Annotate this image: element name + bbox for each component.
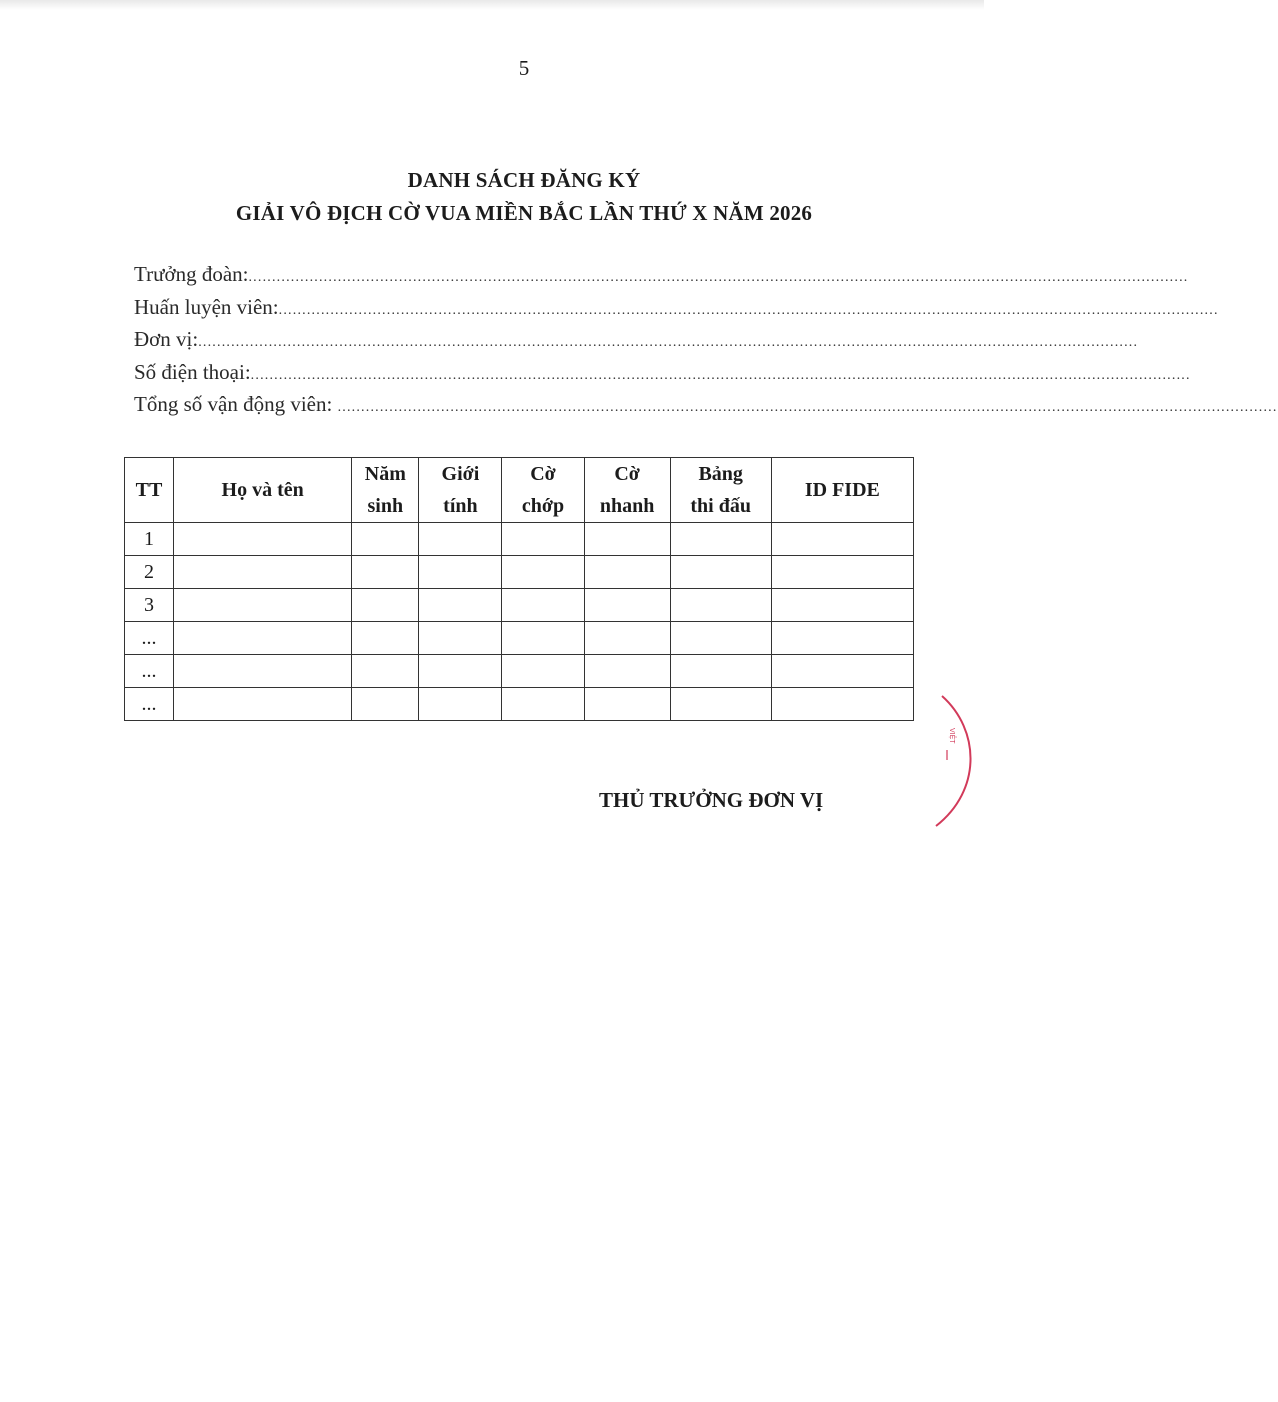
field-unit (134, 327, 1139, 360)
row-number: 2 (125, 556, 174, 589)
field-team-leader (134, 262, 1189, 295)
header-label: Giới (441, 463, 480, 485)
header-gender (419, 458, 502, 523)
cell-birth-year (352, 655, 419, 688)
cell-blitz (502, 655, 584, 688)
cell-blitz (502, 556, 584, 589)
registration-table (124, 457, 914, 721)
table-header-row (125, 458, 914, 523)
stamp-text: VIỆT (948, 728, 955, 744)
cell-fide-id (771, 622, 913, 655)
cell-birth-year (352, 688, 419, 721)
header-label: chớp (521, 495, 565, 517)
cell-fide-id (771, 523, 913, 556)
cell-rapid (584, 688, 670, 721)
row-number: ... (125, 688, 174, 721)
fill-in-dots: ........................................................................................................................................................................................................ (250, 367, 1191, 383)
header-label: thi đấu (690, 495, 751, 517)
table-row (125, 688, 914, 721)
scan-edge-shadow (0, 0, 984, 10)
cell-name (174, 556, 352, 589)
row-number: ... (125, 655, 174, 688)
cell-board (670, 688, 771, 721)
header-board (670, 458, 771, 523)
header-label: Bảng (698, 463, 743, 485)
document-title: DANH SÁCH ĐĂNG KÝ (407, 168, 641, 192)
cell-board (670, 622, 771, 655)
cell-name (174, 622, 352, 655)
stamp-icon (920, 690, 984, 830)
header-birth-year (352, 458, 419, 523)
header-label: sinh (367, 495, 404, 517)
header-label: tính (443, 495, 478, 517)
header-tt (125, 458, 174, 523)
cell-name (174, 589, 352, 622)
document-subtitle: GIẢI VÔ ĐỊCH CỜ VUA MIỀN BẮC LẦN THỨ X NĂM 2026 (235, 201, 813, 225)
cell-birth-year (352, 589, 419, 622)
cell-rapid (584, 589, 670, 622)
cell-board (670, 523, 771, 556)
cell-name (174, 523, 352, 556)
cell-board (670, 589, 771, 622)
header-blitz (502, 458, 584, 523)
cell-gender (419, 556, 502, 589)
cell-board (670, 655, 771, 688)
cell-gender (419, 655, 502, 688)
field-label: Tổng số vận động viên: (134, 392, 338, 416)
cell-rapid (584, 655, 670, 688)
table-row (125, 589, 914, 622)
cell-gender (419, 523, 502, 556)
header-label: Cờ (614, 463, 640, 485)
cell-rapid (584, 556, 670, 589)
field-phone (134, 359, 1191, 393)
table-row (125, 622, 914, 655)
table-row (125, 655, 914, 688)
fill-in-dots: ........................................................................................................................................................................................................ (198, 335, 1139, 350)
fill-in-dots: ........................................................................................................................................................................................................ (248, 270, 1189, 285)
header-fide-id (771, 458, 913, 523)
field-label: Đơn vị: (134, 327, 199, 351)
header-full-name (174, 458, 352, 523)
field-label: Số điện thoại: (134, 359, 251, 384)
header-label: Họ và tên (221, 479, 304, 501)
cell-name (174, 655, 352, 688)
cell-blitz (502, 688, 584, 721)
team-info-fields (134, 262, 1278, 425)
field-total-athletes (134, 392, 1278, 425)
cell-birth-year (352, 523, 419, 556)
cell-birth-year (352, 622, 419, 655)
cell-blitz (502, 622, 584, 655)
cell-gender (419, 688, 502, 721)
cell-rapid (584, 622, 670, 655)
header-label: TT (135, 479, 163, 501)
cell-gender (419, 589, 502, 622)
header-rapid (584, 458, 670, 523)
cell-name (174, 688, 352, 721)
field-label: Huấn luyện viên: (134, 294, 279, 319)
fill-in-dots: ........................................................................................................................................................................................................ (337, 400, 1278, 415)
row-number: 3 (125, 589, 174, 622)
header-label: nhanh (599, 495, 655, 517)
cell-blitz (502, 523, 584, 556)
header-label: Cờ (530, 463, 556, 485)
field-label: Trưởng đoàn: (134, 262, 249, 286)
row-number: 1 (125, 523, 174, 556)
cell-blitz (502, 589, 584, 622)
fill-in-dots: ........................................................................................................................................................................................................ (278, 302, 1219, 318)
cell-fide-id (771, 688, 913, 721)
row-number: ... (125, 622, 174, 655)
table-row (125, 556, 914, 589)
header-label: ID FIDE (804, 479, 880, 501)
signature-title: THỦ TRƯỞNG ĐƠN VỊ (599, 788, 824, 812)
cell-gender (419, 622, 502, 655)
header-label: Năm (364, 463, 406, 485)
cell-rapid (584, 523, 670, 556)
table-row (125, 523, 914, 556)
field-coach (134, 294, 1219, 328)
cell-fide-id (771, 589, 913, 622)
cell-fide-id (771, 556, 913, 589)
cell-birth-year (352, 556, 419, 589)
cell-fide-id (771, 655, 913, 688)
page-number: 5 (518, 56, 530, 80)
cell-board (670, 556, 771, 589)
